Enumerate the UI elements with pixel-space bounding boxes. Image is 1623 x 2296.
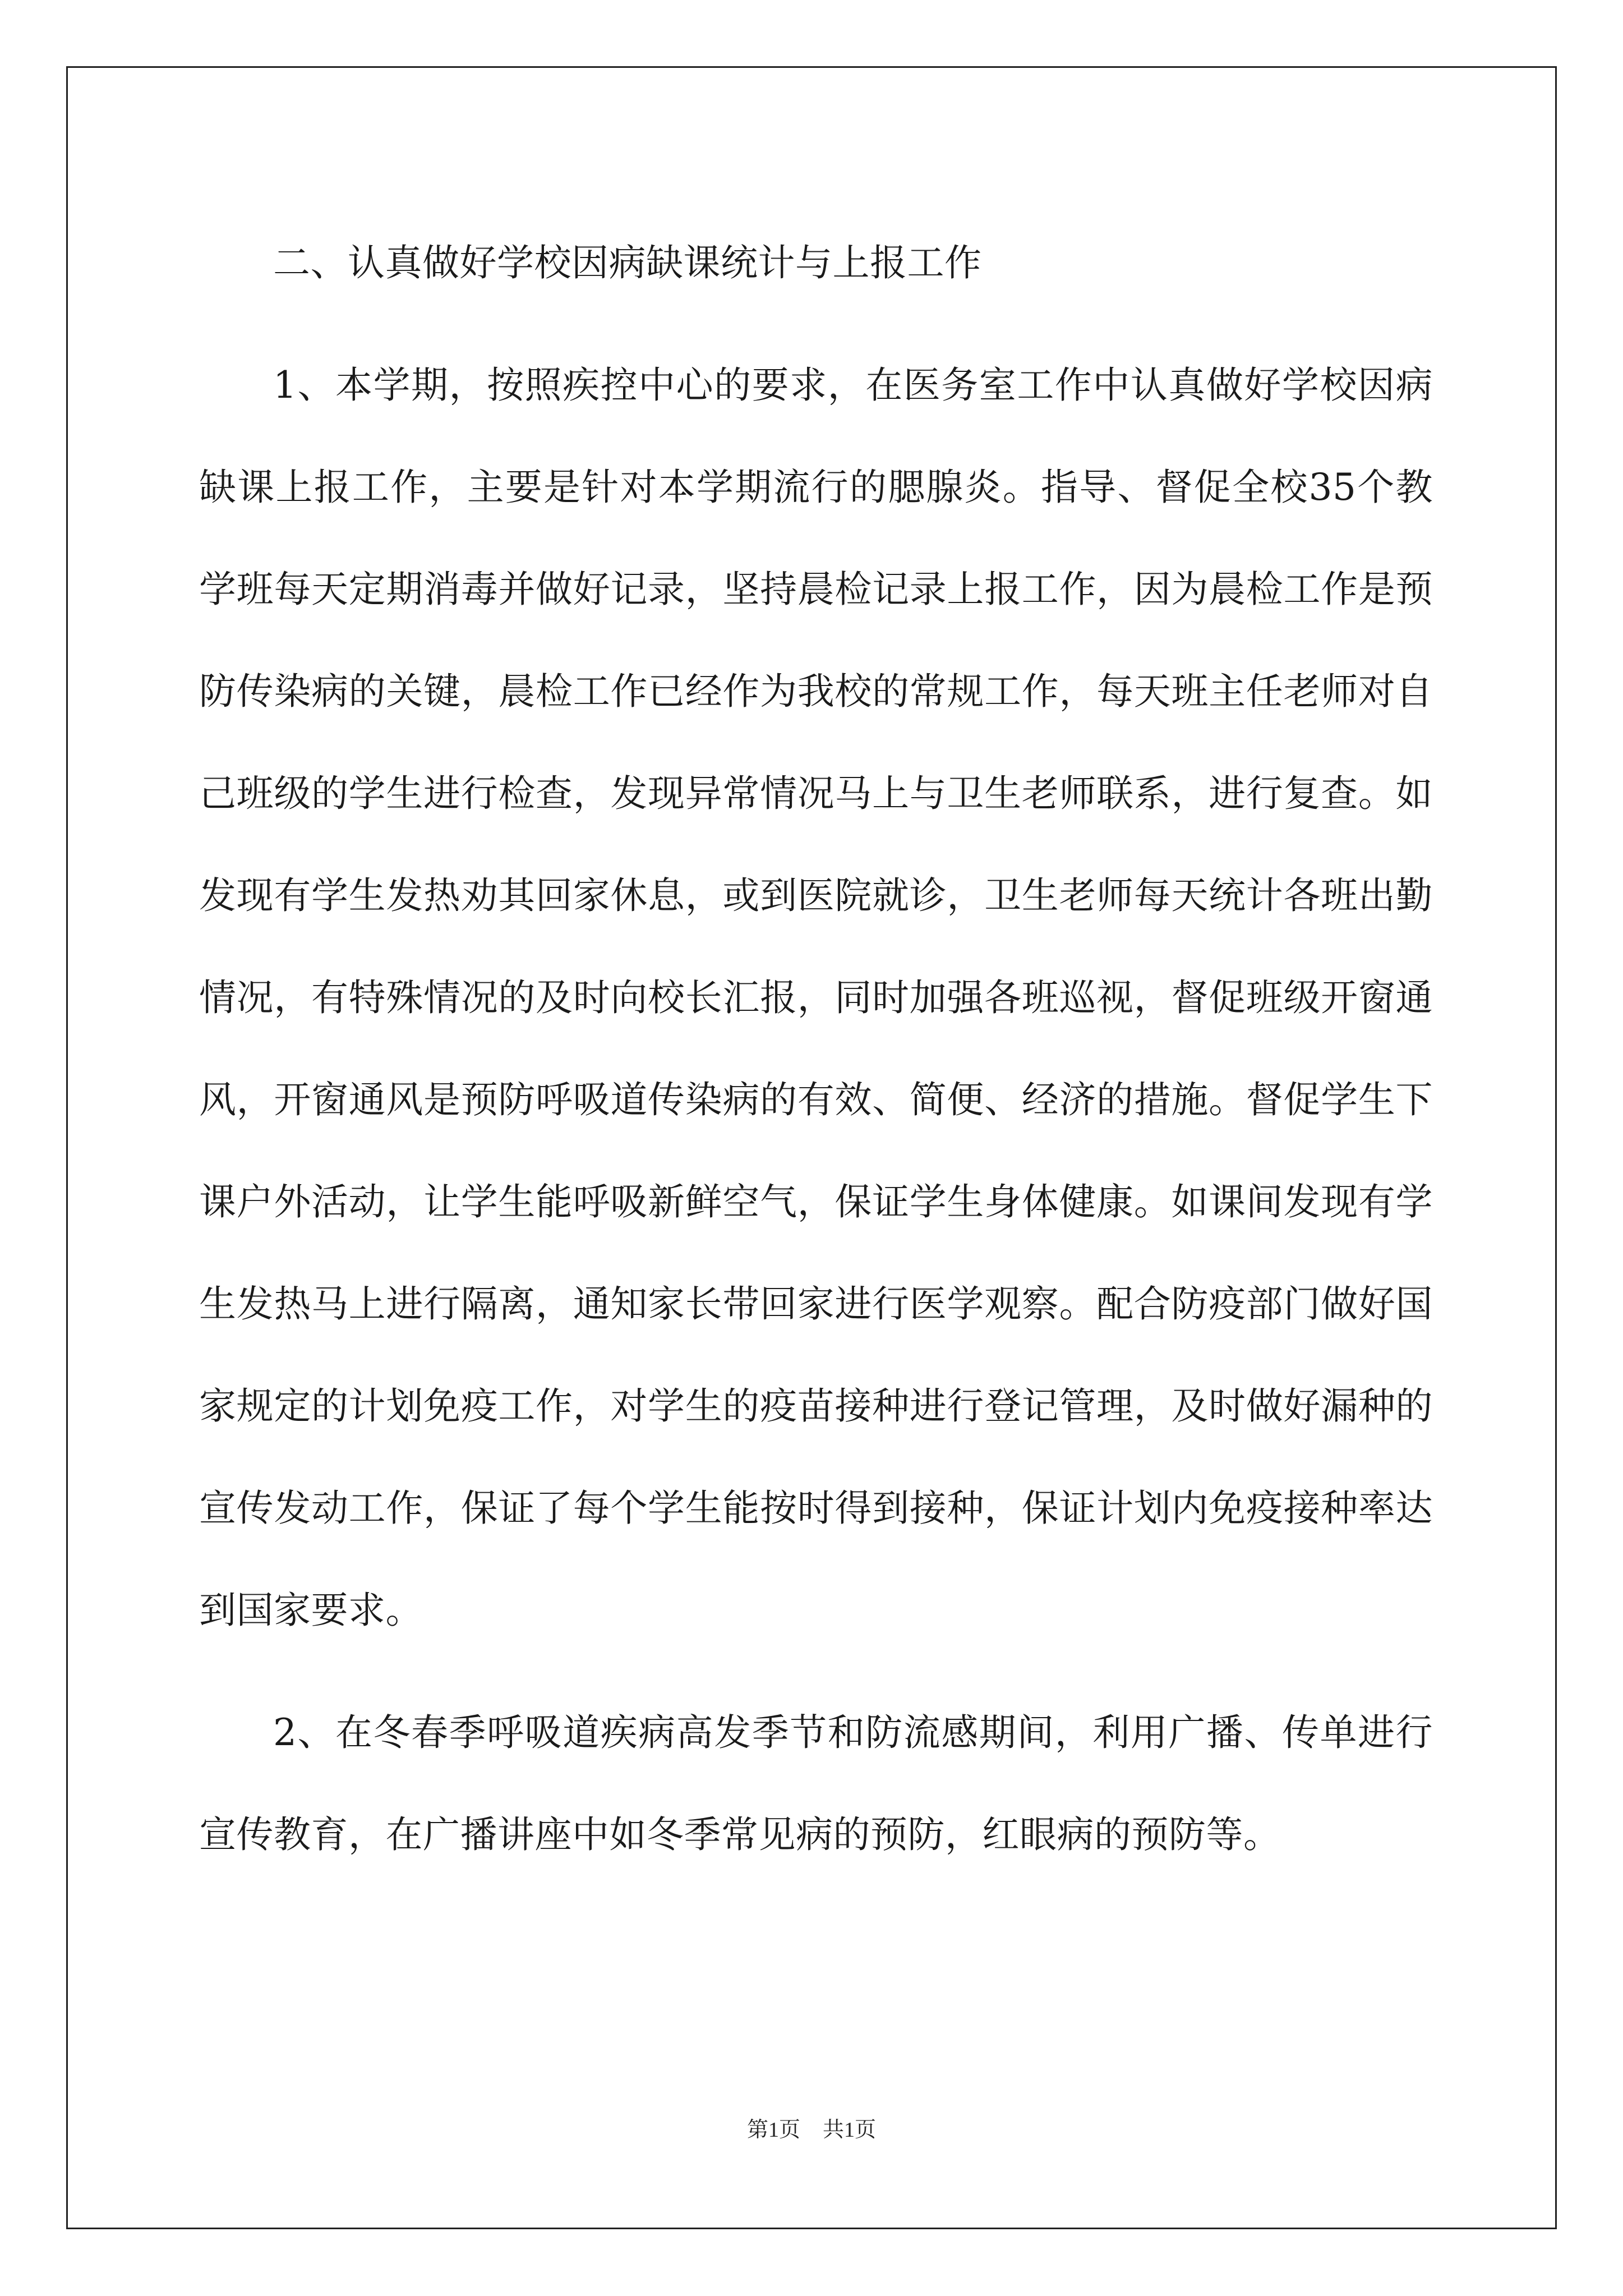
document-body xyxy=(199,212,1433,1886)
section-heading: 二、认真做好学校因病缺课统计与上报工作 xyxy=(273,241,982,284)
paragraph-2: 2、在冬春季呼吸道疾病高发季节和防流感期间，利用广播、传单进行宣传教育，在广播讲座中如冬季常见病的预防，红眼病的预防等。 xyxy=(199,1711,1433,1856)
paragraph-1: 1、本学期，按照疾控中心的要求，在医务室工作中认真做好学校因病缺课上报工作，主要是针对本学期流行的腮腺炎。指导、督促全校35个教学班每天定期消毒并做好记录，坚持晨检记录上报工作，因为晨检工作是预防传染病的关键，晨检工作已经作为我校的常规工作，每天班主任老师对自己班级的学生进行检查，发现异常情况马上与卫生老师联系，进行复查。如发现有学生发热劝其回家休息，或到医院就诊，卫生老师每天统计各班出勤情况，有特殊情况的及时向校长汇报，同时加强各班巡视，督促班级开窗通风，开窗通风是预防呼吸道传染病的有效、简便、经济的措施。督促学生下课户外活动，让学生能呼吸新鲜空气，保证学生身体健康。如课间发现有学生发热马上进行隔离，通知家长带回家进行医学观察。配合防疫部门做好国家规定的计划免疫工作，对学生的疫苗接种进行登记管理，及时做好漏种的宣传发动工作，保证了每个学生能按时得到接种，保证计划内免疫接种率达到国家要求。 xyxy=(199,364,1433,1632)
page-footer xyxy=(0,2116,1623,2143)
page-number: 第1页 xyxy=(746,2118,800,2142)
page-total: 共1页 xyxy=(823,2118,877,2142)
